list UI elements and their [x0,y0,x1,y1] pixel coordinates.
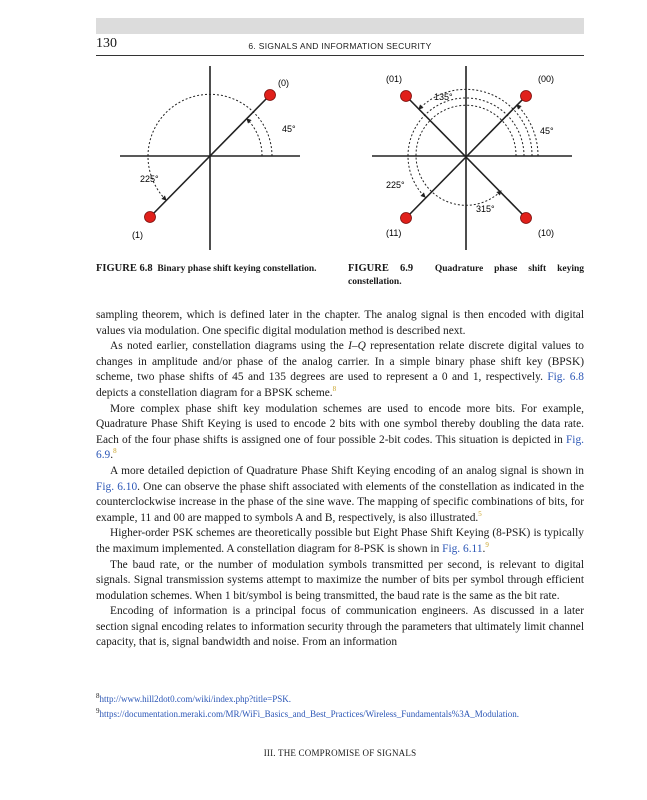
footnote-9 [96,709,596,719]
label-angle-135: 135° [434,92,453,102]
figure-6-8-caption [96,262,342,276]
running-footer: III. THE COMPROMISE OF SIGNALS [263,748,417,758]
figure-link[interactable]: Fig. 6.9 [96,433,584,462]
paragraph: As noted earlier, constellation diagrams using the I–Q representation relate discrete digital values to changes in amplitude and/or phase of the analog carrier. In a simple binary phase shift key (BPSK) scheme, two phase shifts of 45 and 135 degrees are used to represent a 0 and 1, respectively. Fig. 6.8 depicts a constellation diagram for a BPSK scheme.$^8$ [96,340,584,399]
footnote-ref[interactable]: 8 [113,447,117,456]
footnote-mark: 8 [96,692,100,700]
footnote-link[interactable]: http://www.hill2dot0.com/wiki/index.php?title=PSK. [99,694,291,704]
label-point-0: (0) [278,78,289,88]
figure-link[interactable]: Fig. 6.8 [547,371,584,384]
qpsk-constellation-figure [372,60,572,252]
footnote-ref[interactable]: 9 [485,541,489,550]
point-11 [401,213,412,224]
label-angle-45: 45° [540,126,554,136]
label-angle-225: 225° [140,174,159,184]
body-text [96,308,584,651]
label-00: (00) [538,74,555,84]
paragraph: sampling theorem, which is defined later in the chapter. The analog signal is then encoded with digital values via modulation. One specific digital modulation method is described next. [96,309,584,337]
header-rule [96,55,584,56]
footnote-mark: 9 [96,707,100,715]
caption-label: FIGURE 6.9 [348,263,414,274]
point-1 [145,212,156,223]
caption-text: Binary phase shift keying constellation. [157,264,317,274]
paragraph: More complex phase shift key modulation schemes are used to encode more bits. For example, Quadrature Phase Shift Keying is used to encode 2 bits with one symbol thereby doubling the data rate. Each of the four phase shifts is assigned one of four possible 2-bit codes. This situation is depicted in Fig. 6.9.$^8$ [96,402,584,462]
page-number: 130 [96,36,117,51]
running-head: 6. SIGNALS AND INFORMATION SECURITY [248,41,432,51]
arc-45 [247,119,262,156]
label-01: (01) [386,74,403,84]
figure-link[interactable]: Fig. 6.10 [96,480,138,493]
point-01 [401,91,412,102]
paragraph: Encoding of information is a principal focus of communication engineers. As discussed in a later section signal encoding relates to information security through the parameters that ultimately limit channel capacity, that is, signal bandwidth and noise. From an information [96,605,584,649]
figure-6-9-caption [348,262,584,289]
paragraph: A more detailed depiction of Quadrature Phase Shift Keying encoding of an analog signal is shown in Fig. 6.10. One can observe the phase shift associated with elements of the constellation as indicated in the counterclockwise increase in the phase of the sine wave. The mapping of specific combinations of bits, for example, 11 and 00 are mapped to symbols A and B, respectively, is also illustrated.$^5$ [96,464,584,524]
paragraph: The baud rate, or the number of modulation symbols transmitted per second, is relevant to digital signals. Signal transmission systems attempt to maximize the number of bits per symbol through efficient modulation schemes. When 1 bit/symbol is being transmitted, the baud rate is the same as the bit rate. [96,558,584,602]
label-point-1: (1) [132,230,143,240]
top-bar [96,18,584,34]
figure-link[interactable]: Fig. 6.11 [442,542,483,555]
paragraph: Higher-order PSK schemes are theoretically possible but Eight Phase Shift Keying (8-PSK) is typically the maximum implemented. A constellation diagram for 8-PSK is shown in Fig. 6.11.$^9$ [96,527,584,555]
footnote-link[interactable]: https://documentation.meraki.com/MR/WiFi_Basics_and_Best_Practices/Wireless_Fundamentals%3A_Modulation. [99,709,519,719]
footnote-ref[interactable]: 8 [332,385,337,394]
point-0 [265,90,276,101]
footnote-8 [96,694,596,704]
label-angle-225: 225° [386,180,405,190]
footnote-ref[interactable]: 5 [478,509,482,518]
label-angle-45: 45° [282,124,296,134]
label-10: (10) [538,228,555,238]
label-angle-315: 315° [476,204,495,214]
caption-label: FIGURE 6.8 [96,263,153,274]
point-10 [521,213,532,224]
caption-text: Quadrature phase shift keying constellation. [348,264,585,287]
point-00 [521,91,532,102]
label-11: (11) [386,228,402,238]
bpsk-constellation-figure [120,60,300,252]
